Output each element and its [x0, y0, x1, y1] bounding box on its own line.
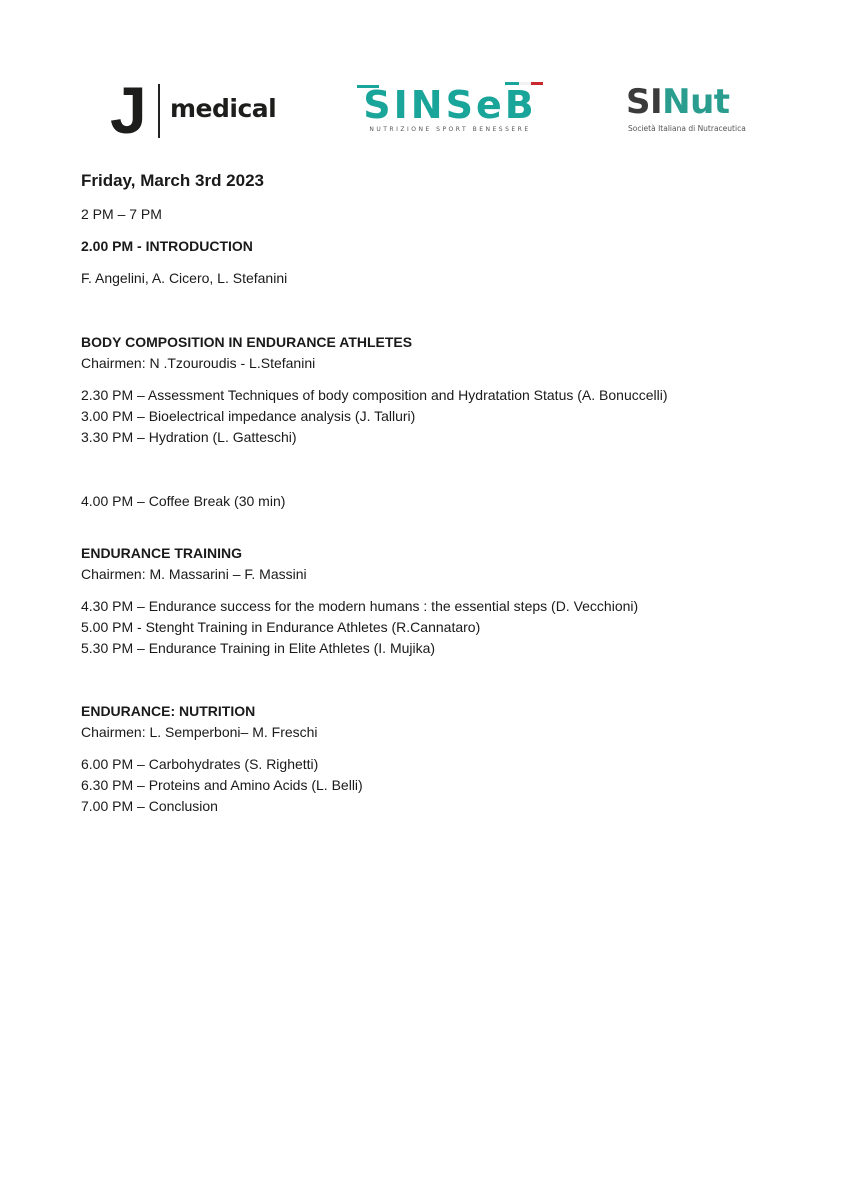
session-chairmen: Chairmen: M. Massarini – F. Massini — [81, 566, 307, 582]
sinut-logo-si: SI — [626, 82, 663, 122]
jmedical-logo — [110, 73, 277, 147]
sinut-logo-word — [626, 82, 730, 122]
agenda-item: 4.30 PM – Endurance success for the modern humans : the essential steps (D. Vecchioni) — [81, 598, 639, 614]
sinseb-logo — [355, 82, 545, 140]
sinseb-logo-tagline: NUTRIZIONE SPORT BENESSERE — [369, 126, 531, 133]
jmedical-logo-divider — [158, 84, 160, 138]
sinut-logo-subtitle: Società Italiana di Nutraceutica — [628, 124, 746, 133]
sinseb-logo-word: SINSeB — [363, 83, 537, 127]
session-title: ENDURANCE: NUTRITION — [81, 703, 256, 719]
introduction-title: 2.00 PM - INTRODUCTION — [81, 238, 253, 254]
jmedical-logo-word: medical — [170, 94, 277, 123]
event-time-range: 2 PM – 7 PM — [81, 206, 162, 222]
sinut-logo — [622, 80, 772, 152]
agenda-item: 3.30 PM – Hydration (L. Gatteschi) — [81, 429, 297, 445]
jmedical-logo-letter: J — [110, 73, 145, 147]
agenda-item: 6.30 PM – Proteins and Amino Acids (L. Belli) — [81, 777, 363, 793]
agenda-item: 3.00 PM – Bioelectrical impedance analysis (J. Talluri) — [81, 408, 416, 424]
sinut-logo-nut: Nut — [662, 82, 730, 122]
session-chairmen: Chairmen: L. Semperboni– M. Freschi — [81, 724, 318, 740]
coffee-break: 4.00 PM – Coffee Break (30 min) — [81, 493, 286, 509]
event-date: Friday, March 3rd 2023 — [81, 171, 264, 190]
agenda-item: 2.30 PM – Assessment Techniques of body composition and Hydratation Status (A. Bonuccelli) — [81, 387, 668, 403]
agenda-item: 7.00 PM – Conclusion — [81, 798, 218, 814]
agenda-item: 5.30 PM – Endurance Training in Elite Athletes (I. Mujika) — [81, 640, 436, 656]
agenda-item: 5.00 PM - Stenght Training in Endurance Athletes (R.Cannataro) — [81, 619, 481, 635]
introduction-speakers: F. Angelini, A. Cicero, L. Stefanini — [81, 270, 288, 286]
session-title: ENDURANCE TRAINING — [81, 545, 242, 561]
session-chairmen: Chairmen: N .Tzouroudis - L.Stefanini — [81, 355, 316, 371]
session-title: BODY COMPOSITION IN ENDURANCE ATHLETES — [81, 334, 413, 350]
agenda-item: 6.00 PM – Carbohydrates (S. Righetti) — [81, 756, 319, 772]
